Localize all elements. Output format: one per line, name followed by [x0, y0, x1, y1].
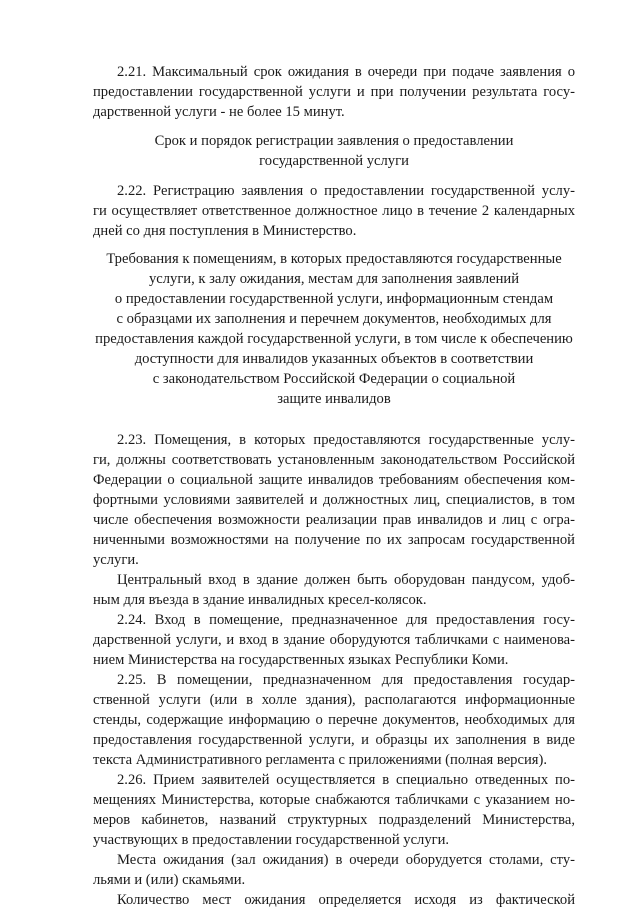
text-line: 2.21. Максимальный срок ожидания в очереди при подаче заявления о: [117, 64, 575, 80]
text-line: 2.23. Помещения, в которых предоставляются государственные услу-: [117, 432, 575, 448]
text-line: числе обеспечения возможности реализации прав инвалидов и лиц с огра-: [93, 512, 575, 528]
text-line: дарственной услуги, и вход в здание оборудуются табличками с наименова-: [93, 632, 575, 648]
text-line: дарственной услуги - не более 15 минут.: [93, 104, 345, 120]
text-line: стенды, содержащие информацию о перечне документов, необходимых для: [93, 712, 575, 728]
text-line: ги, должны соответствовать установленным законодательством Российской: [93, 452, 575, 468]
text-line: фортными условиями заявителей и должностных лиц, специалистов, в том: [93, 492, 575, 508]
text-line: мещениях Министерства, которые снабжаются табличками с указанием но-: [93, 792, 575, 808]
text-line: Федерации о социальной защите инвалидов требованиям обеспечения ком-: [93, 472, 575, 488]
text-line: 2.25. В помещении, предназначенном для предоставления государ-: [117, 672, 575, 688]
heading-line: с образцами их заполнения и перечнем документов, необходимых для: [116, 311, 552, 327]
heading-line: государственной услуги: [259, 153, 409, 169]
text-line: предоставлении государственной услуги и при получении результата госу-: [93, 84, 575, 100]
text-line: 2.26. Прием заявителей осуществляется в специально отведенных по-: [117, 772, 575, 788]
heading-line: услуги, к залу ожидания, местам для заполнения заявлений: [148, 271, 520, 287]
heading-line: о предоставлении государственной услуги, информационным стендам: [114, 291, 554, 307]
text-line: ственной услуги (или в холле здания), располагаются информационные: [93, 692, 575, 708]
heading-line: Требования к помещениям, в которых предоставляются государственные: [106, 251, 562, 267]
text-line: ги осуществляет ответственное должностное лицо в течение 2 календарных: [93, 203, 575, 219]
paragraph-2-23: [93, 430, 575, 910]
text-line: меров кабинетов, названий структурных подразделений Министерства,: [93, 812, 575, 828]
heading-line: Срок и порядок регистрации заявления о предоставлении: [154, 133, 514, 149]
text-line: ным для въезда в здание инвалидных кресел-колясок.: [93, 592, 427, 608]
text-line: дней со дня поступления в Министерство.: [93, 223, 357, 239]
text-line: услуги.: [93, 552, 139, 568]
heading-line: предоставления каждой государственной услуги, в том числе к обеспечению: [95, 331, 573, 347]
text-line: нием Министерства на государственных языках Республики Коми.: [93, 652, 509, 668]
text-line: 2.24. Вход в помещение, предназначенное для предоставления госу-: [117, 612, 575, 628]
text-line: льями и (или) скамьями.: [93, 872, 246, 888]
paragraph-2-22: [93, 181, 575, 241]
section-heading-registration: [93, 131, 575, 171]
section-heading-premises: [93, 249, 575, 409]
text-line: Места ожидания (зал ожидания) в очереди оборудуется столами, сту-: [117, 852, 575, 868]
text-line: предоставления государственной услуги, и образцы их заполнения в виде: [93, 732, 575, 748]
text-line: 2.22. Регистрацию заявления о предоставлении государственной услу-: [117, 183, 575, 199]
text-line: участвующих в предоставлении государственной услуги.: [93, 832, 450, 848]
paragraph-2-21: [93, 62, 575, 122]
text-line: текста Административного регламента с приложениями (полная версия).: [93, 752, 547, 768]
heading-line: защите инвалидов: [277, 391, 391, 407]
heading-line: с законодательством Российской Федерации о социальной: [152, 371, 516, 387]
text-line: ниченными возможностями на получение по их запросам государственной: [93, 532, 575, 548]
text-line: Количество мест ожидания определяется исходя из фактической: [117, 892, 575, 908]
heading-line: доступности для инвалидов указанных объектов в соответствии: [134, 351, 534, 367]
text-line: Центральный вход в здание должен быть оборудован пандусом, удоб-: [117, 572, 575, 588]
